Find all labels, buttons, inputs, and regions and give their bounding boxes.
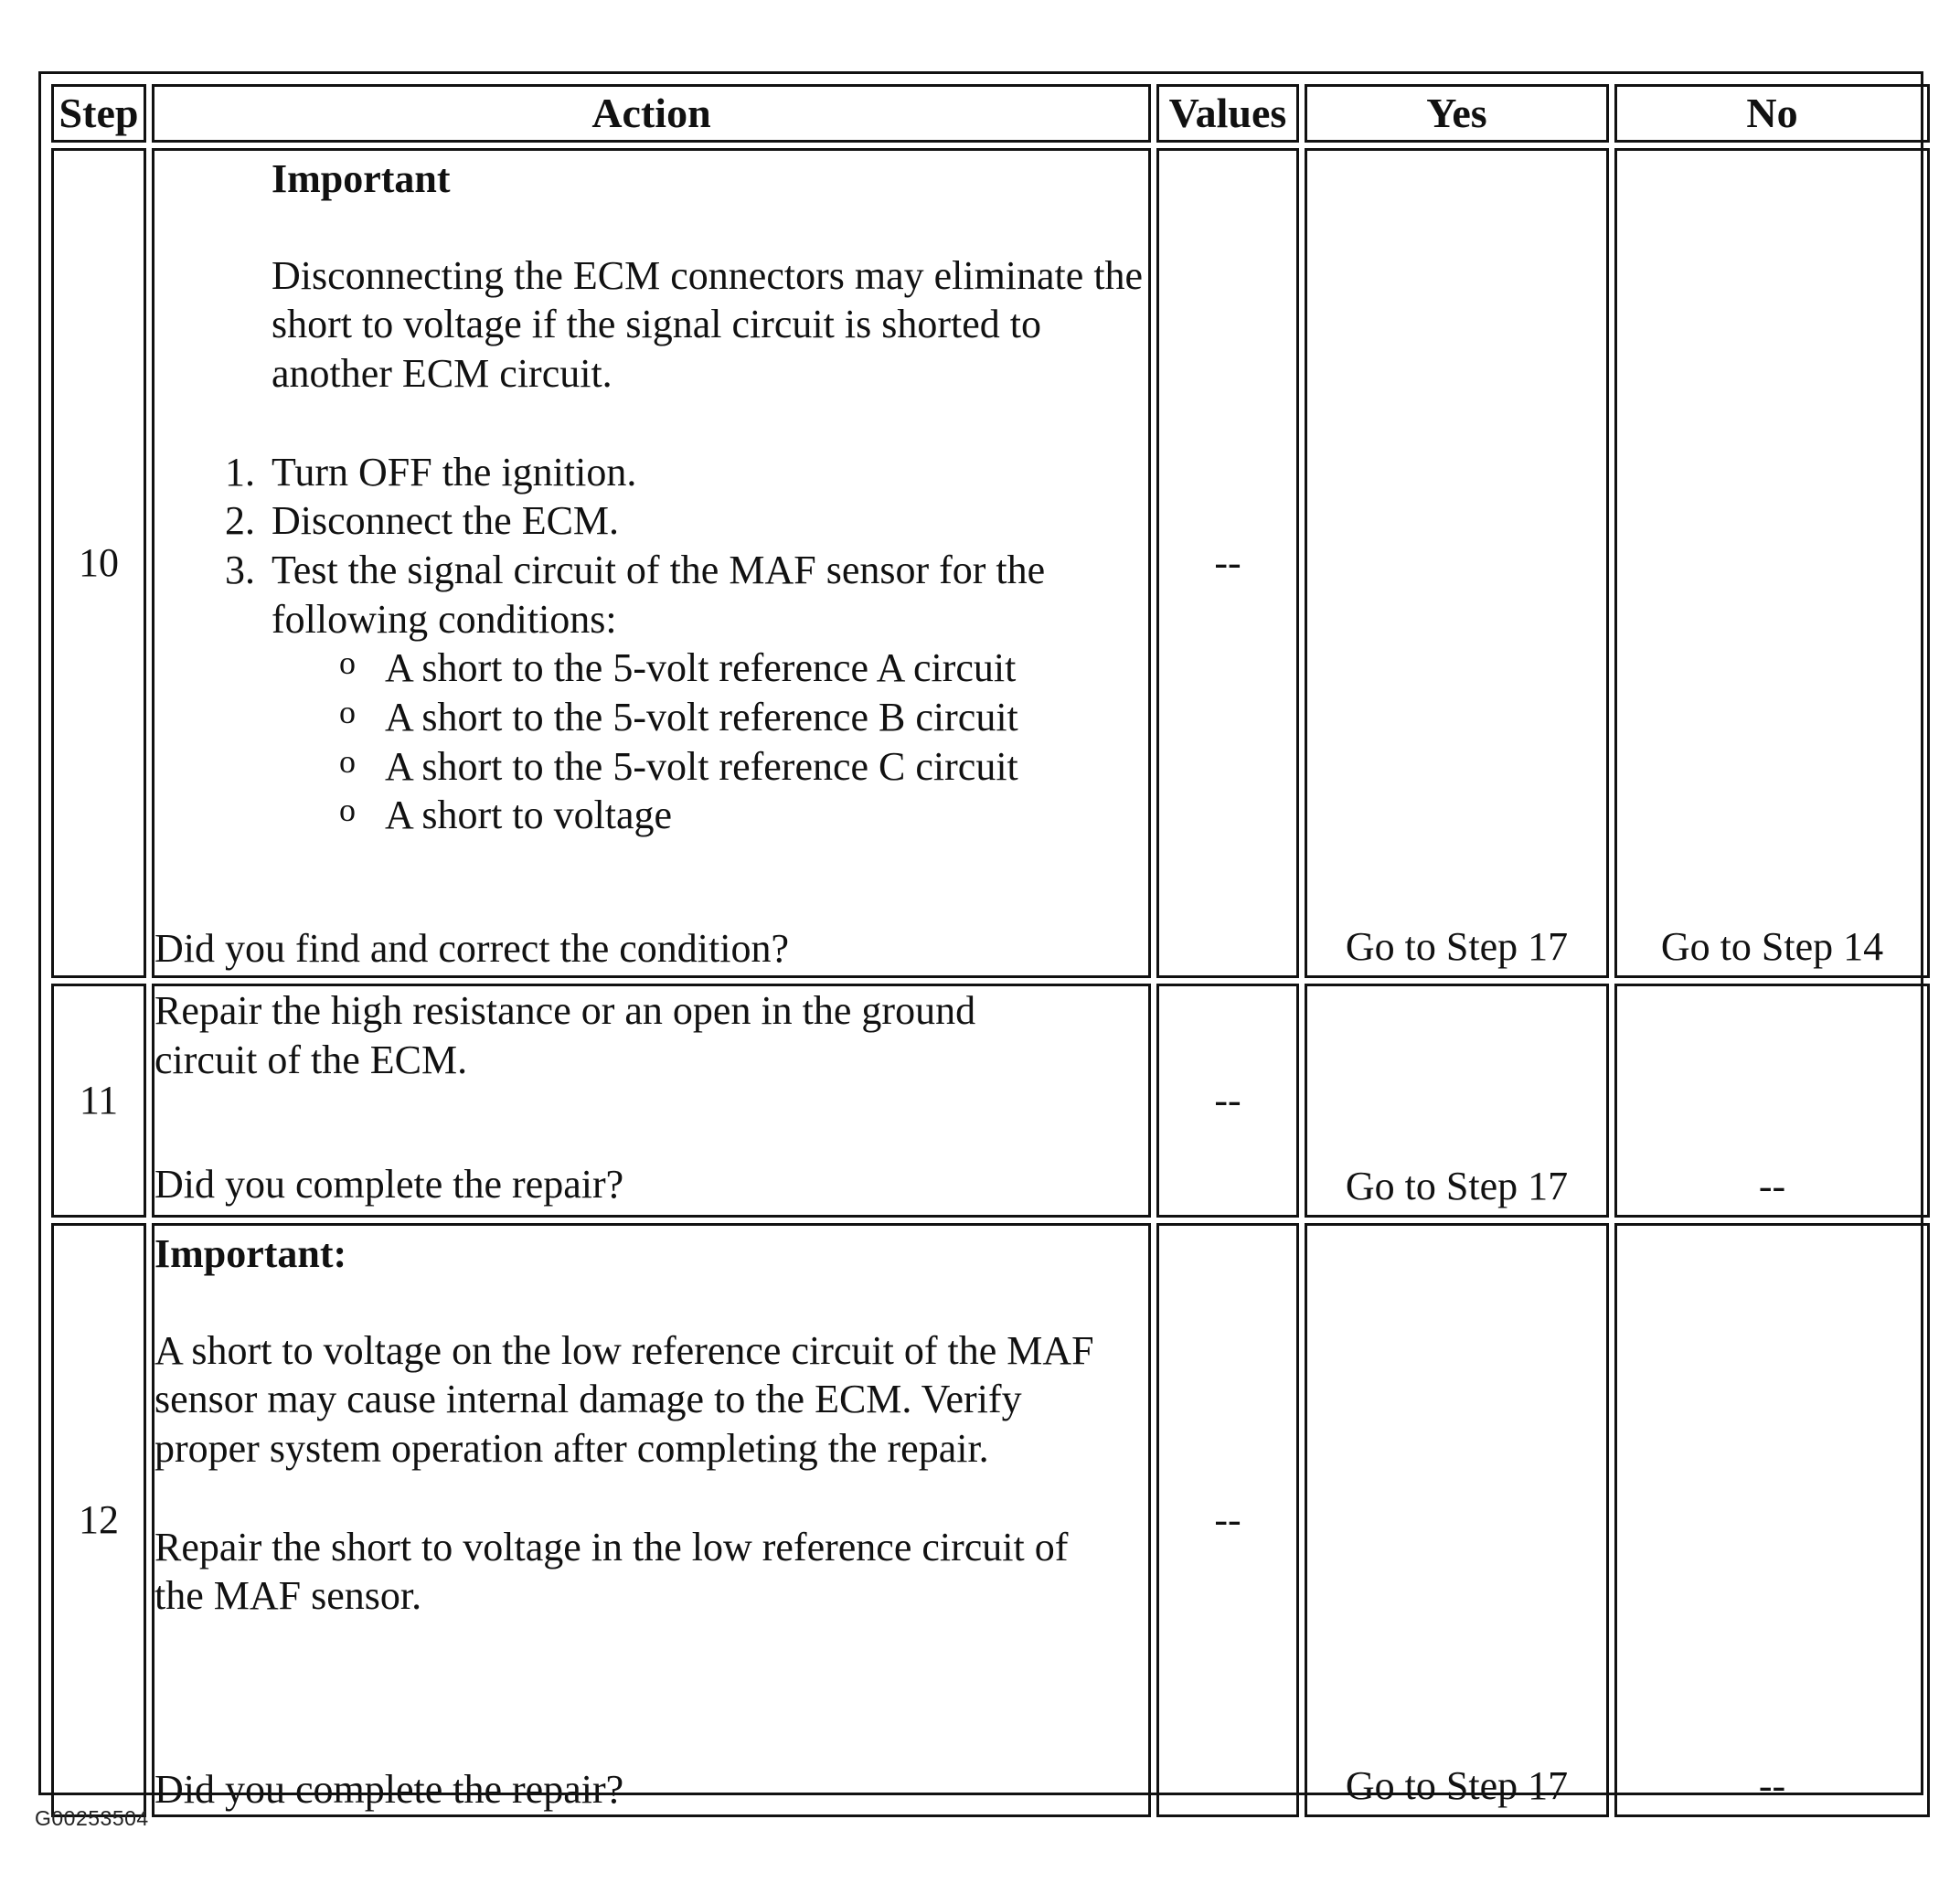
header-row (51, 84, 1930, 143)
step-number: 10 (51, 148, 146, 978)
header-action: Action (152, 84, 1151, 143)
yes-cell: Go to Step 17 (1305, 984, 1609, 1218)
values-cell: -- (1156, 1223, 1299, 1817)
question-text: Did you complete the repair? (154, 1162, 624, 1208)
list-item: 3. Test the signal circuit of the MAF sensor for the following conditions: o A short to the 5-volt reference A circuit o A short to the 5-volt reference B circuit o A short to the 5-volt reference C circuit o A short to voltage (272, 546, 1149, 840)
action-cell (152, 148, 1151, 978)
action-cell (152, 1223, 1151, 1817)
important-note (154, 154, 1148, 399)
condition-item: o A short to voltage (339, 792, 673, 838)
important-title: Important (272, 156, 451, 201)
important-text: Disconnecting the ECM connectors may eliminate the short to voltage if the signal circuit is shorted to another ECM circuit. (272, 252, 1144, 397)
conditions-list (272, 644, 1149, 840)
list-item: 1. Turn OFF the ignition. (225, 449, 637, 495)
values-cell: -- (1156, 148, 1299, 978)
diagnostic-table-frame (38, 71, 1923, 1813)
table-row-step-10 (51, 148, 1930, 978)
step-number: 12 (51, 1223, 146, 1817)
condition-item: o A short to the 5-volt reference C circuit (339, 742, 1018, 789)
values-cell: -- (1156, 984, 1299, 1218)
yes-cell: Go to Step 17 (1305, 1223, 1609, 1817)
no-cell: Go to Step 14 (1614, 148, 1930, 978)
question-text: Did you complete the repair? (154, 1767, 624, 1813)
no-cell: -- (1614, 1223, 1930, 1817)
diagnostic-steps-table (46, 79, 1935, 1823)
condition-item: o A short to the 5-volt reference A circuit (339, 644, 1017, 691)
action-text: Repair the high resistance or an open in the ground circuit of the ECM. (154, 988, 976, 1082)
important-title: Important: (154, 1231, 347, 1276)
important-text: A short to voltage on the low reference circuit of the MAF sensor may cause internal damage to the ECM. Verify proper system operation after completing the repair. (154, 1327, 1094, 1472)
condition-item: o A short to the 5-volt reference B circuit (339, 694, 1018, 740)
yes-cell: Go to Step 17 (1305, 148, 1609, 978)
header-step: Step (51, 84, 146, 143)
question-text: Did you find and correct the condition? (154, 926, 790, 972)
action-text: Repair the short to voltage in the low reference circuit of the MAF sensor. (154, 1524, 1069, 1619)
table-row-step-12 (51, 1223, 1930, 1817)
header-yes: Yes (1305, 84, 1609, 143)
procedure-steps (154, 448, 1148, 840)
action-cell (152, 984, 1151, 1218)
figure-id: G00253504 (35, 1806, 149, 1830)
no-cell: -- (1614, 984, 1930, 1218)
list-item: 2. Disconnect the ECM. (225, 498, 620, 544)
header-no: No (1614, 84, 1930, 143)
step-number: 11 (51, 984, 146, 1218)
header-values: Values (1156, 84, 1299, 143)
table-row-step-11 (51, 984, 1930, 1218)
